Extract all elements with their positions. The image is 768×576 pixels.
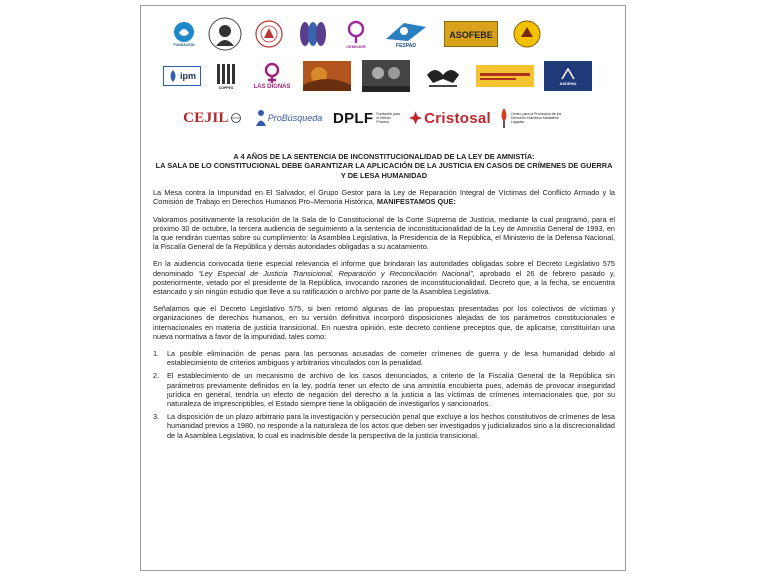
cdhes-handshake-icon (423, 61, 463, 91)
logo-coppes (209, 62, 243, 90)
list-item-text: La disposición de un plazo arbitrario para la investigación y persecución penal que excluye a los hechos constitutivos de crímenes de lesa humanidad previos a 1980, no responde a la naturaleza de los actos que deben ser investigados y judicializados sino a la discrecionalidad de la Asamblea Legislativa, lo cual es inadmisible desde la perspectiva de la justicia transicional. (167, 412, 615, 440)
logo-row-3 (181, 98, 617, 138)
coppes-bars-icon (215, 62, 237, 86)
paragraph-1: Valoramos positivamente la resolución de la Sala de lo Constitucional de la Corte Suprema de Justicia, mediante la cual programó, para el próximo 30 de octubre, la tercera audiencia de seguimiento a la sentencia de inconstitucionalidad de la Ley de Amnistía General de 1993, en la que rendirán cuentas sobre su cumplimiento: la Asamblea Legislativa, la Presidencia de la República, el Ministerio de la Defensa Nacional, la Fiscalía General de la República y demás autoridades obligadas a su acatamiento. (153, 214, 615, 252)
dplf-subtitle: Fundación para el Debido Proceso (376, 112, 400, 124)
logo-row-1 (169, 14, 617, 54)
fespad-caption: FESPAD (396, 43, 416, 49)
logo-comadres (473, 65, 537, 87)
comite-madres-photo-icon (362, 60, 410, 92)
numbered-list (153, 349, 615, 440)
logo-ipm (161, 66, 203, 86)
ipm-badge: ipm (163, 66, 201, 86)
cristosal-star-icon (409, 111, 422, 125)
logo-comite-madres (359, 60, 413, 92)
logo-ues (251, 16, 287, 52)
list-item-text: El establecimiento de un mecanismo de archivo de los casos denunciados, a criterio de la Fiscalía General de la República sin parámetros previamente definidos en la ley, podría tener un efecto de una amnistía encubierta pues, además de provocar inseguridad jurídica en general, tendría un efecto de negación del derecho a la justicia a las víctimas de crímenes internacionales que, por su naturaleza de imprescriptibles, el Estado siempre tiene la obligación de investigarlos y sancionarlos. (167, 371, 615, 409)
paragraph-2-end: , aprobado el 26 de febrero pasado y, posteriormente, vetado por el presidente de la República, invocando razones de inconstitucionalidad. Decreto que, a la fecha, se encuentra estancado y sin ningún estudio que lleve a su ratificación o archivo por parte de la Asamblea Legislativa. (153, 268, 615, 297)
lagadec-flame-icon (499, 108, 509, 128)
ipm-flame-icon (168, 70, 178, 82)
logo-dplf (333, 110, 403, 127)
intro-paragraph (153, 188, 615, 206)
arte-painting-icon (303, 61, 351, 91)
logo-fundacion (169, 21, 199, 47)
comadres-banner-icon (476, 65, 534, 87)
coppes-caption: COPPES (218, 86, 234, 90)
fespad-emblem-icon (384, 19, 428, 43)
decree-name: “Ley Especial de Justicia Transicional, Reparación y Reconciliación Nacional” (198, 268, 473, 278)
probusqueda-figure-icon (254, 109, 268, 127)
asdehu-badge (544, 61, 592, 91)
las-dignas-caption: LAS DIGNAS (253, 84, 291, 90)
fundacion-logo-icon (173, 21, 195, 43)
logo-cemujer (339, 20, 373, 49)
title-line-2: LA SALA DE LO CONSTITUCIONAL DEBE GARANTIZAR LA APLICACIÓN DE LA JUSTICIA EN CASOS DE CRÍMENES DE GUERRA Y DE LESA HUMANIDAD (155, 161, 613, 180)
logo-row-2 (161, 56, 617, 96)
list-item (153, 349, 615, 367)
dplf-wordmark: DPLF (333, 109, 374, 127)
intro-bold-text: MANIFESTAMOS QUE: (376, 197, 456, 207)
tutela-legal-seal-icon (512, 19, 542, 49)
romero-portrait-icon (207, 16, 243, 52)
paragraph-3: Señalamos que el Decreto Legislativo 575, si bien retomó algunas de las propuestas presentadas por los colectivos de víctimas y organizaciones de derechos humanos, en su versión definitiva incorporó disposiciones alejadas de los parámetros constitucionales e internacionales en materia de justicia transicional. En nuestra opinión, este decreto contiene preceptos que, de aplicarse, constituirían una nueva normativa a favor de la impunidad, tales como: (153, 304, 615, 341)
logo-cristosal (409, 110, 491, 127)
asdehu-caption: ASDEHU (559, 80, 577, 86)
logo-las-dignas (249, 62, 295, 90)
cristosal-wordmark: Cristosal (424, 109, 491, 127)
cejil-globe-icon (231, 113, 241, 123)
ormusa-figures-icon (296, 19, 330, 49)
logo-asdehu (543, 61, 593, 91)
logo-tutela-legal (509, 19, 545, 49)
list-item-text: La posible eliminación de penas para las personas acusadas de cometer crímenes de guerra y de lesa humanidad debido al establecimiento de criterios ambiguos y arbitrarios vinculados con la penalidad. (167, 349, 615, 368)
logo-cejil (181, 110, 243, 127)
paragraph-2 (153, 259, 615, 296)
probusqueda-wordmark: ProBúsqueda (267, 113, 323, 123)
logo-asofebe (439, 21, 503, 47)
paragraph-2-start: En la audiencia convocada tiene especial relevancia el informe que brindaran las autoridades obligadas sobre el Decreto Legislativo 575 denominado (153, 259, 615, 278)
logo-banner (149, 14, 617, 140)
list-item-number: 1. (153, 349, 160, 359)
asofebe-badge (444, 21, 498, 47)
fundacion-caption: FUNDACIÓN (173, 43, 195, 47)
asofebe-caption: ASOFEBE (449, 30, 493, 40)
document-page (140, 5, 626, 571)
intro-text: La Mesa contra la Impunidad en El Salvador, el Grupo Gestor para la Ley de Reparación Integral de Víctimas del Conflicto Armado y la Comisión de Trabajo en Derechos Humanos Pro–Memoria Histórica, (153, 188, 615, 207)
document-title (153, 152, 615, 180)
logo-fespad (379, 19, 433, 49)
logo-probusqueda (249, 109, 327, 127)
las-dignas-symbol-icon (261, 62, 283, 84)
cemujer-caption: CEMUJER (346, 43, 366, 49)
document-body (153, 152, 615, 444)
list-item-number: 3. (153, 412, 160, 422)
asdehu-mark-icon (560, 67, 576, 81)
ues-seal-icon (254, 16, 284, 52)
list-item (153, 371, 615, 408)
logo-cdhes (419, 61, 467, 91)
title-line-1: A 4 AÑOS DE LA SENTENCIA DE INCONSTITUCIONALIDAD DE LA LEY DE AMNISTÍA: (233, 152, 535, 161)
logo-arte (301, 61, 353, 91)
cemujer-symbol-icon (345, 20, 367, 44)
list-item-number: 2. (153, 371, 160, 381)
lagadec-name: Centro para la Promoción de los Derechos Humanos Madeleine Lagadec (511, 112, 562, 124)
logo-ormusa (293, 19, 333, 49)
logo-madeleine-lagadec (497, 108, 569, 128)
list-item (153, 412, 615, 440)
cejil-wordmark: CEJIL (183, 109, 229, 126)
logo-coordinadora-romero (205, 16, 245, 52)
